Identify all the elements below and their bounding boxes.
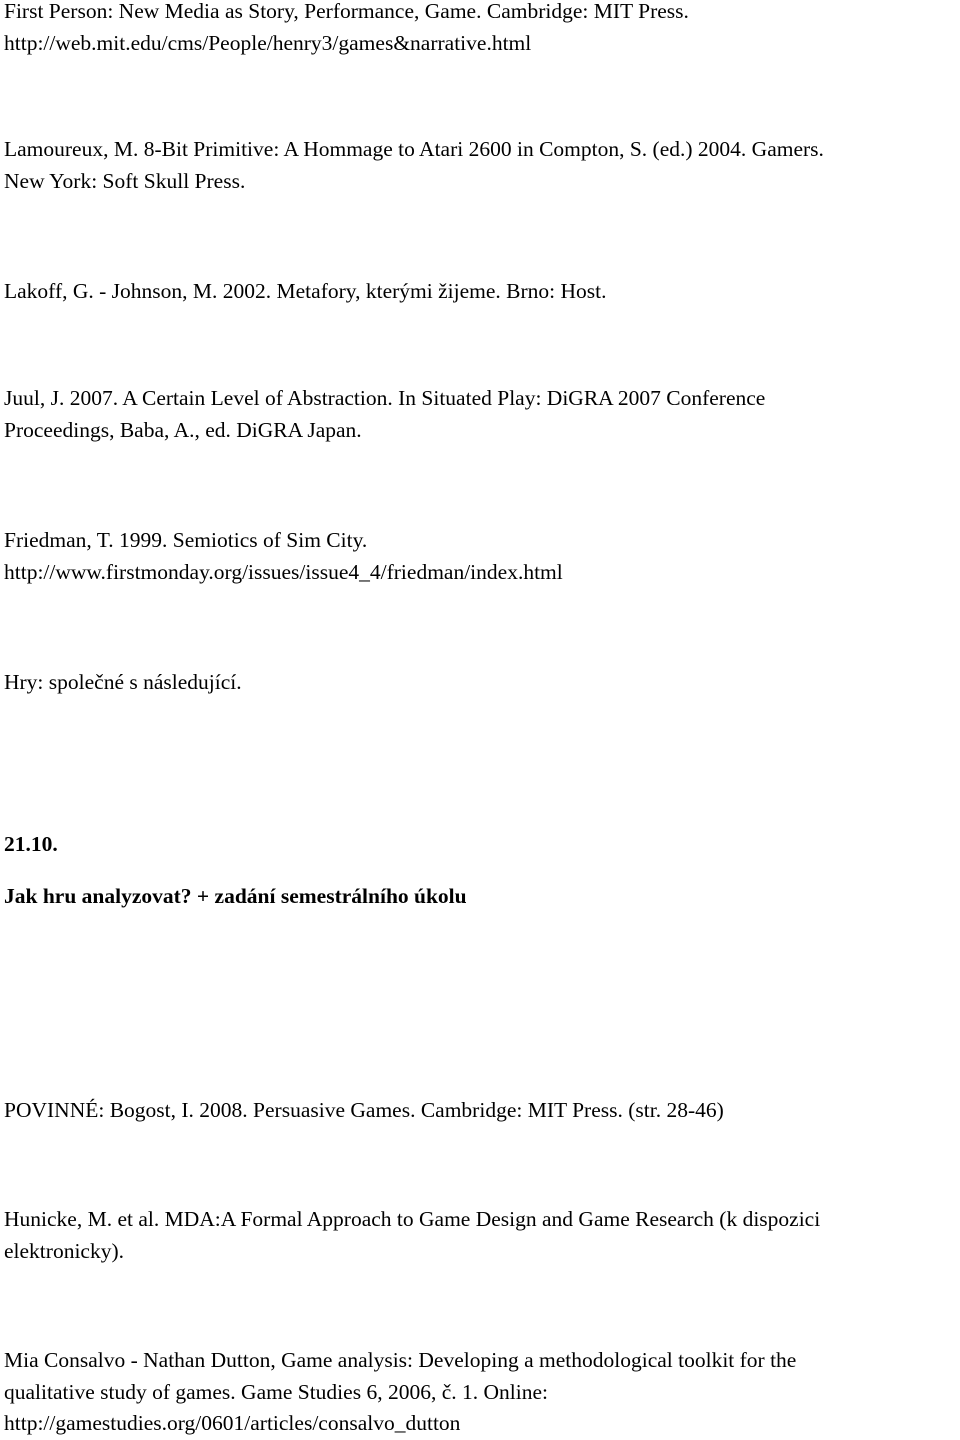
reference-lamoureux — [4, 134, 956, 197]
reference-line: qualitative study of games. Game Studies 6, 2006, č. 1. Online: — [4, 1379, 548, 1404]
reference-line: Friedman, T. 1999. Semiotics of Sim City. — [4, 528, 368, 552]
note-hry — [4, 667, 956, 699]
reference-url: http://web.mit.edu/cms/People/henry3/games&narrative.html — [4, 30, 532, 55]
reference-line: POVINNÉ: Bogost, I. 2008. Persuasive Games. Cambridge: MIT Press. (str. 28-46) — [4, 1098, 724, 1122]
reference-friedman — [4, 525, 956, 588]
session-title — [4, 881, 956, 913]
reference-line: Lakoff, G. - Johnson, M. 2002. Metafory, kterými žijeme. Brno: Host. — [4, 279, 607, 303]
reference-line: First Person: New Media as Story, Performance, Game. Cambridge: MIT Press. — [4, 0, 689, 23]
reference-juul — [4, 383, 956, 446]
note-line: Hry: společné s následující. — [4, 670, 242, 694]
date-heading: 21.10. — [4, 832, 58, 856]
reference-line: Juul, J. 2007. A Certain Level of Abstraction. In Situated Play: DiGRA 2007 Conference — [4, 386, 766, 410]
session-heading: Jak hru analyzovat? + zadání semestrálního úkolu — [4, 884, 467, 908]
reference-line: elektronicky). — [4, 1238, 124, 1263]
reference-lakoff — [4, 276, 956, 308]
reference-line: Hunicke, M. et al. MDA:A Formal Approach to Game Design and Game Research (k dispozici — [4, 1207, 821, 1231]
reference-consalvo — [4, 1345, 956, 1440]
session-date — [4, 829, 956, 861]
reference-line: Proceedings, Baba, A., ed. DiGRA Japan. — [4, 417, 362, 442]
reference-line: New York: Soft Skull Press. — [4, 168, 246, 193]
reference-url: http://www.firstmonday.org/issues/issue4_4/friedman/index.html — [4, 559, 563, 584]
reference-line: Lamoureux, M. 8-Bit Primitive: A Hommage to Atari 2600 in Compton, S. (ed.) 2004. Gamers. — [4, 137, 824, 161]
reference-line: Mia Consalvo - Nathan Dutton, Game analysis: Developing a methodological toolkit for the — [4, 1348, 797, 1372]
reference-url: http://gamestudies.org/0601/articles/consalvo_dutton — [4, 1411, 461, 1435]
reference-hunicke — [4, 1204, 956, 1267]
reference-first-person — [4, 0, 956, 59]
reference-bogost — [4, 1095, 956, 1127]
